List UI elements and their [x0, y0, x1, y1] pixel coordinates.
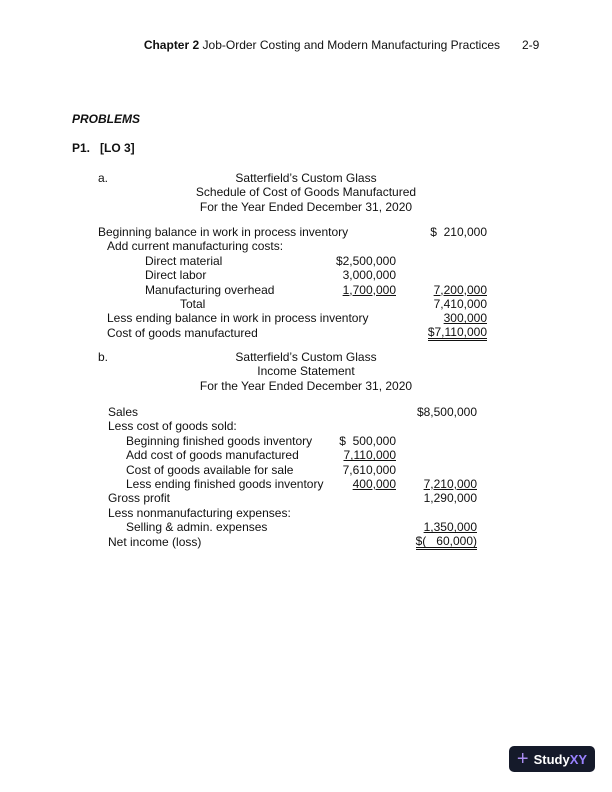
line-item-label: Direct material [145, 253, 223, 268]
line-item-amount: 7,110,000 [343, 448, 396, 463]
part-label: b. [98, 350, 109, 364]
line-item-amount: 1,700,000 [342, 282, 396, 297]
part-label: a. [98, 171, 109, 185]
line-item-total: 1,350,000 [423, 520, 477, 535]
line-item-label: Direct labor [145, 268, 207, 283]
line-item-amount: 3,000,000 [342, 268, 396, 283]
line-item-total: $ 210,000 [430, 225, 487, 239]
statement-title-line: Schedule of Cost of Goods Manufactured [195, 185, 417, 200]
statement-title-line: Satterfield’s Custom Glass [235, 171, 377, 185]
running-header [144, 38, 500, 52]
line-item-amount: $ 500,000 [339, 433, 396, 448]
studyxy-watermark [509, 746, 595, 772]
line-item-label: Sales [108, 405, 139, 419]
line-item-total: 7,410,000 [433, 297, 487, 311]
watermark-text: Study [533, 751, 570, 767]
line-item-label: Cost of goods manufactured [107, 325, 258, 340]
line-item-total: 1,290,000 [423, 491, 477, 506]
line-item-total: $( 60,000) [415, 533, 477, 548]
chapter-title: Job-Order Costing and Modern Manufacturing Practices [202, 38, 500, 52]
line-item-label: Selling & admin. expenses [126, 520, 268, 535]
line-item-amount: 400,000 [352, 477, 396, 491]
line-item-total: $8,500,000 [416, 405, 477, 419]
chapter-label: Chapter 2 [143, 38, 200, 52]
section-heading: PROBLEMS [72, 112, 141, 126]
line-item-label: Add current manufacturing costs: [107, 239, 284, 254]
statement-title-line: Satterfield’s Custom Glass [235, 350, 377, 364]
line-item-label: Cost of goods available for sale [126, 462, 294, 477]
line-item-total: 7,200,000 [433, 282, 487, 297]
plus-icon: + [516, 748, 529, 770]
statement-title-line: For the Year Ended December 31, 2020 [199, 378, 413, 393]
line-item-total: 7,210,000 [423, 477, 477, 491]
line-item-label: Less ending finished goods inventory [126, 477, 324, 491]
statement-title-line: Income Statement [257, 364, 355, 379]
statement-title-line: For the Year Ended December 31, 2020 [199, 199, 413, 214]
line-item-label: Gross profit [108, 491, 171, 506]
line-item-label: Manufacturing overhead [145, 282, 275, 297]
line-item-label: Net income (loss) [108, 534, 202, 549]
line-item-label: Less ending balance in work in process inventory [107, 311, 369, 326]
line-item-label: Beginning finished goods inventory [126, 433, 313, 448]
page-number: 2-9 [522, 38, 540, 52]
line-item-amount: $2,500,000 [335, 253, 396, 268]
line-item-label: Total [180, 297, 206, 311]
line-item-total: 300,000 [443, 311, 487, 326]
line-item-label: Add cost of goods manufactured [126, 448, 299, 463]
line-item-amount: 7,610,000 [342, 462, 396, 477]
line-item-label: Beginning balance in work in process inventory [98, 225, 349, 239]
watermark-text-accent: XY [569, 751, 588, 767]
line-item-label: Less nonmanufacturing expenses: [108, 505, 291, 520]
line-item-label: Less cost of goods sold: [108, 419, 237, 434]
line-item-total: $7,110,000 [427, 324, 487, 339]
problem-heading: P1. [LO 3] [72, 141, 135, 155]
